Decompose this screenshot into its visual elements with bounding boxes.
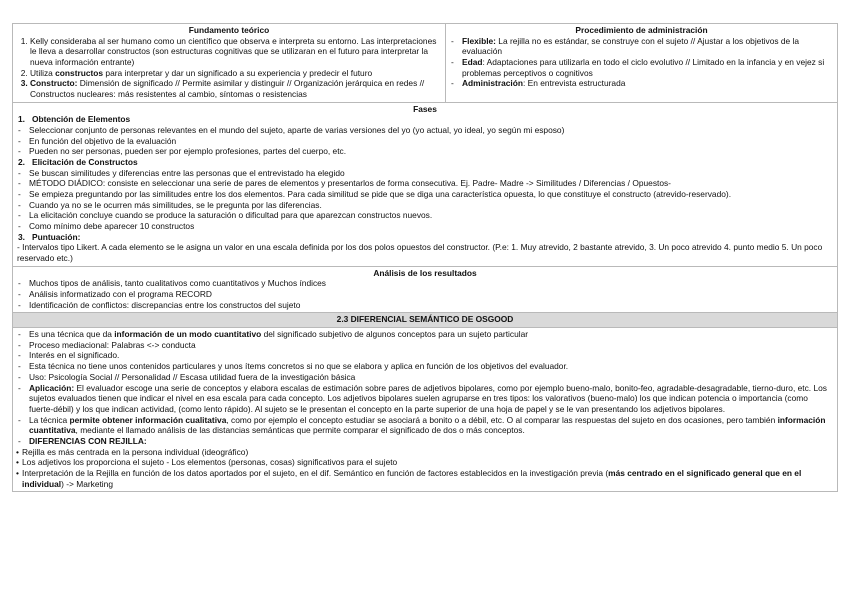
osgood-heading: 2.3 DIFERENCIAL SEMÁNTICO DE OSGOOD — [13, 313, 837, 327]
fase-2-item: - Se buscan similitudes y diferencias entre las personas que el entrevistado ha elegido — [16, 168, 834, 179]
fase-2-item: - La elicitación concluye cuando se produce la saturación o dificultad para que aparezcan constructos nuevos. — [16, 210, 834, 221]
analisis-item: - Identificación de conflictos: discrepancias entre los constructos del sujeto — [16, 300, 834, 311]
teoria-item: 2. Utiliza constructos para interpretar y dar un significado a su experiencia y predecir el futuro — [30, 68, 442, 79]
diferencia-item: • Los adjetivos los proporciona el sujeto - Los elementos (personas, cosas) significativos para el sujeto — [16, 457, 834, 468]
procedimiento-cell — [446, 24, 837, 102]
analisis-item: - Análisis informatizado con el programa RECORD — [16, 289, 834, 300]
procedimiento-item: - Administración: En entrevista estructurada — [449, 78, 834, 89]
osgood-item: - DIFERENCIAS CON REJILLA: — [16, 436, 834, 447]
row-fases — [13, 103, 837, 267]
osgood-item: - Uso: Psicología Social // Personalidad // Escasa utilidad fuera de la investigación básica — [16, 372, 834, 383]
content-table — [12, 23, 838, 492]
diferencia-item: • Rejilla es más centrada en la persona individual (ideográfico) — [16, 447, 834, 458]
procedimiento-heading: Procedimiento de administración — [575, 25, 708, 35]
osgood-item: - Es una técnica que da información de un modo cuantitativo del significado subjetivo de algunos conceptos para un sujeto particular — [16, 329, 834, 340]
osgood-item: - Aplicación: El evaluador escoge una serie de conceptos y elabora escalas de estimación sobre pares de adjetivos bipolares, como por ejemplo bueno-malo, bonito-feo, agradable-desagradable, tierno-duro, etc. Los sujetos evaluados tienen que indicar el nivel en esa escala para cada concepto. Los adjetivos bipolares suelen agruparse en tres tipos: los valorativos (bueno-malo) los que indican potencia o importancia (como fuerte-débil) y los que indican actividad, (como lento rápido). Al sujeto se le presentan el concepto en la parte superior de una hoja de papel y se le van presentando los adjetivos bipolares. — [16, 383, 834, 415]
fase-2-item: - Como mínimo debe aparecer 10 constructos — [16, 221, 834, 232]
fases-cell — [13, 103, 837, 266]
osgood-item: - Interés en el significado. — [16, 350, 834, 361]
fase-2-item: - MÉTODO DIÁDICO: consiste en seleccionar una serie de pares de elementos y presentarlos de forma consecutiva. Ej. Padre- Madre -> Similitudes / Diferencias / Opuestos- — [16, 178, 834, 189]
analisis-item: - Muchos tipos de análisis, tanto cualitativos como cuantitativos y Muchos índices — [16, 278, 834, 289]
osgood-list — [16, 329, 834, 446]
fase-3-text: - Intervalos tipo Likert. A cada elemento se le asigna un valor en una escala definida por los dos polos opuestos del constructor. (P.e: 1. Muy atrevido, 2 bastante atrevido, 3. Un poco atrevido 4. punto medio 5. Un poco reservado etc.) — [17, 242, 823, 264]
fase-1-title: 1. Obtención de Elementos — [18, 114, 131, 125]
teoria-item: 3. Constructo: Dimensión de significado // Permite asimilar y distinguir // Organización jerárquica en redes // Constructos nucleares: más resistentes al cambio, síntomas o resistencias — [30, 78, 442, 99]
osgood-item: - Proceso mediacional: Palabras <-> conducta — [16, 340, 834, 351]
row-teoria-procedimiento — [13, 24, 837, 103]
fase-1-list — [16, 125, 834, 157]
osgood-cell — [13, 328, 837, 491]
procedimiento-item: - Edad: Adaptaciones para utilizarla en todo el ciclo evolutivo // Limitado en la infancia y en vejez si problemas perceptivos o cognitivos — [449, 57, 834, 78]
fases-heading: Fases — [413, 103, 437, 114]
analisis-list — [16, 278, 834, 310]
diferencias-list — [16, 447, 834, 490]
fase-2-item: - Se empieza preguntando por las similitudes entre los dos elementos. Para cada similitud se pide que se diga una característica opuesta, lo que constituye el constructo (atrevido-reservado). — [16, 189, 834, 200]
teoria-item: 1. Kelly consideraba al ser humano como un científico que observa e interpreta su entorno. Las interpretaciones le lleva a desarrollar constructos (son estructuras cognitivas que se utilizaran en el futuro para interpretar la nueva información entrante) — [30, 36, 442, 68]
procedimiento-list — [449, 36, 834, 89]
fase-2-title: 2. Elicitación de Constructos — [18, 157, 138, 168]
diferencia-item: • Interpretación de la Rejilla en función de los datos aportados por el sujeto, en el dif. Semántico en función de factores establecidos en la investigación previa (más centrado en el significado general que en el individual) -> Marketing — [16, 468, 834, 489]
analisis-heading: Análisis de los resultados — [373, 267, 477, 278]
procedimiento-item: - Flexible: La rejilla no es estándar, se construye con el sujeto // Ajustar a los objetivos de la evaluación — [449, 36, 834, 57]
fase-1-item: - En función del objetivo de la evaluación — [16, 136, 834, 147]
row-analisis — [13, 267, 837, 314]
teoria-heading: Fundamento teórico — [188, 25, 270, 35]
osgood-item: - Esta técnica no tiene unos contenidos particulares y unos ítems concretos si no que se elabora y aplica en función de los objetivos del evaluador. — [16, 361, 834, 372]
fase-1-item: - Pueden no ser personas, pueden ser por ejemplo profesiones, partes del cuerpo, etc. — [16, 146, 834, 157]
osgood-item: - La técnica permite obtener información cualitativa, como por ejemplo el concepto estudiar se asociará a bonito o a débil, etc. O al comparar las respuestas del sujeto en dos ocasiones, pero también información cuantitativa, mediante el llamado análisis de las distancias semánticas que permite comparar el significado de dos o más conceptos. — [16, 415, 834, 436]
fase-3-title: 3. Puntuación: — [18, 231, 81, 242]
row-osgood — [13, 328, 837, 491]
teoria-cell — [13, 24, 446, 102]
fase-2-list — [16, 168, 834, 232]
analisis-cell — [13, 267, 837, 313]
row-osgood-title — [13, 313, 837, 328]
fase-1-item: - Seleccionar conjunto de personas relevantes en el mundo del sujeto, aparte de varias versiones del yo (yo actual, yo ideal, yo según mi esposo) — [16, 125, 834, 136]
teoria-list — [16, 36, 442, 100]
fase-2-item: - Cuando ya no se le ocurren más similitudes, se le pregunta por las diferencias. — [16, 200, 834, 211]
